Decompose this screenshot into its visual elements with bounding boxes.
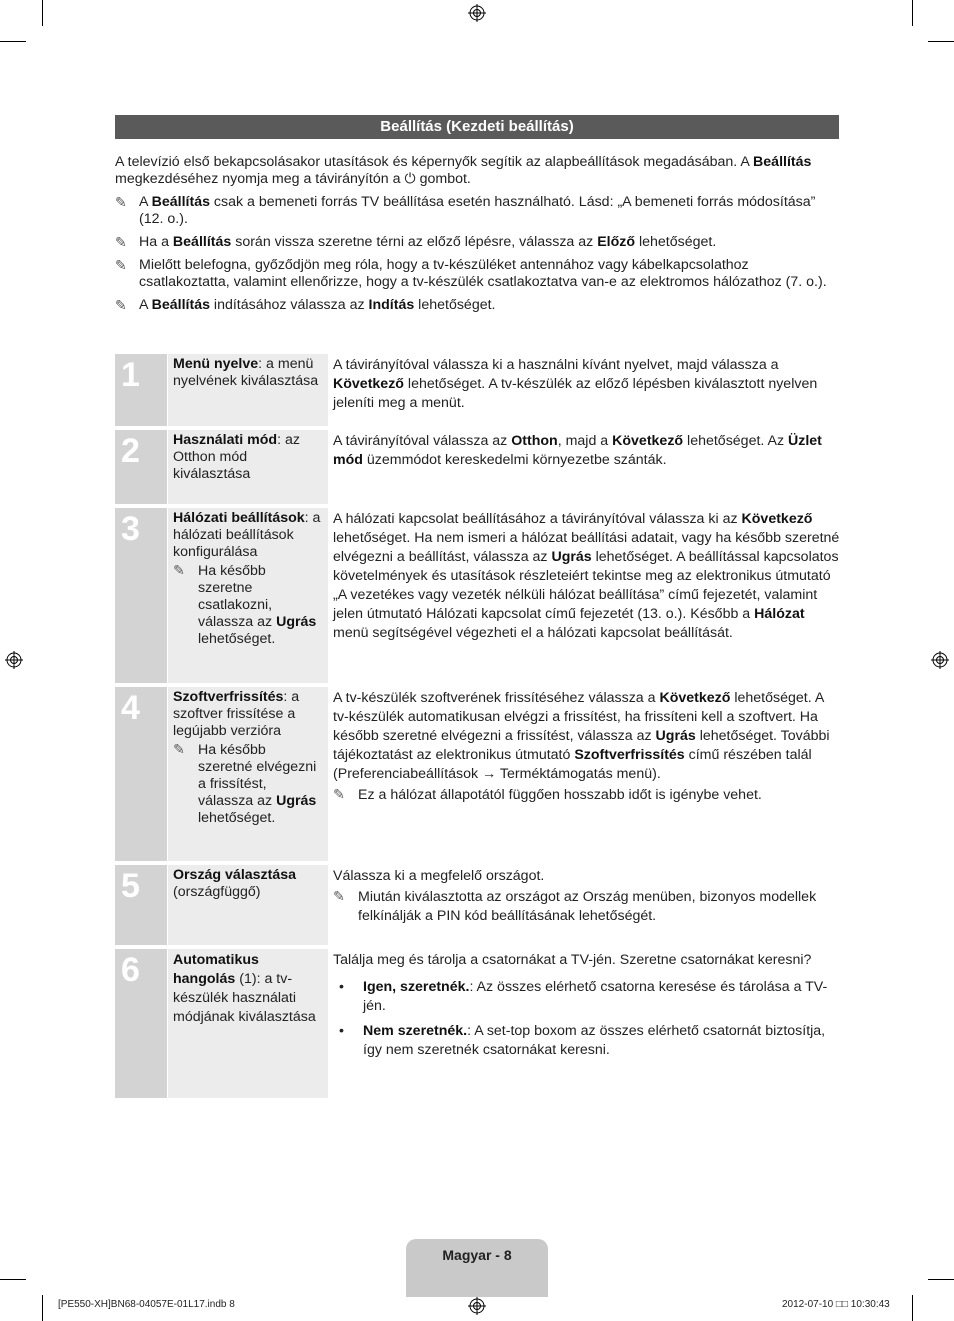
crop-mark [42, 1295, 43, 1321]
note: ✎ A Beállítás csak a bemeneti forrás TV beállítása esetén használható. Lásd: „A bemeneti forrás módosítása” (12. o.). [115, 194, 816, 227]
step-description: A távirányítóval válassza ki a használni kívánt nyelvet, majd válassza a Következő lehetőséget. A tv-készülék az előző lépésben kiválasztott nyelven jeleníti meg a menüt. [333, 357, 818, 411]
step-title: Hálózati beállítások: a hálózati beállítások konfigurálása ✎ Ha később szeretne csatlakozni, válassza az Ugrás lehetőséget. [168, 508, 328, 683]
step-title: Használati mód: az Otthon mód kiválasztása [168, 430, 328, 504]
setup-steps-table [115, 354, 840, 1102]
note: ✎ Ha később szeretné elvégezni a frissítést, válassza az Ugrás lehetőséget. [173, 742, 317, 826]
section-title: Beállítás (Kezdeti beállítás) [115, 115, 839, 139]
intro-paragraph: A televízió első bekapcsolásakor utasítások és képernyők segítik az alapbeállítások megadásában. A Beállítás megkezdéséhez nyomja meg a távirányítón a ⏻ gombot. [115, 154, 812, 187]
note-icon: ✎ [173, 563, 185, 579]
crop-mark [928, 41, 954, 42]
registration-mark-icon [468, 1297, 486, 1315]
step-description: Válassza ki a megfelelő országot. ✎ Miután kiválasztotta az országot az Ország menüben, bizonyos modellek felkínálják a PIN kód beállításának lehetőségét. [328, 865, 840, 945]
step-row [115, 865, 840, 945]
step-row [115, 508, 840, 683]
note-icon: ✎ [115, 257, 127, 273]
step-title: Szoftverfrissítés: a szoftver frissítése a legújabb verzióra ✎ Ha később szeretné elvégezni a frissítést, válassza az Ugrás lehetőséget. [168, 687, 328, 861]
step-row [115, 430, 840, 504]
print-timestamp: 2012-07-10 □□ 10:30:43 [782, 1299, 890, 1310]
step-row [115, 687, 840, 861]
step-title: Menü nyelve: a menü nyelvének kiválasztása [168, 354, 328, 426]
note-icon: ✎ [333, 787, 345, 803]
step-description: A hálózati kapcsolat beállításához a távirányítóval válassza ki az Következő lehetőséget. Ha nem ismeri a hálózat beállítási adatait, vagy ha később szeretné elvégezni a beállítást, válassza az Ugrás lehetőséget. A beállítással kapcsolatos követelmények és utasítások részleteiért tekintse meg az elektronikus útmutató „A vezetékes vagy vezeték nélküli hálózat beállítása” című fejezetét, valamint jelen útmutató Hálózati kapcsolat című fejezetét (13. o.). Később a Hálózat menü segítségével végezheti el a hálózati kapcsolat beállítását. [333, 511, 840, 641]
crop-mark [912, 0, 913, 26]
step-description: A távirányítóval válassza az Otthon, majd a Következő lehetőséget. Az Üzlet mód üzemmódot kereskedelmi környezetbe szánták. [333, 433, 822, 468]
crop-mark [0, 41, 26, 42]
note: ✎ Mielőtt belefogna, győződjön meg róla, hogy a tv-készüléket antennához vagy kábelkapcsolathoz csatlakoztatta, valamint ellenőrizze, hogy a tv-készülék csatlakoztatva van-e az elektromos hálózathoz (7. o.). [115, 257, 827, 290]
crop-mark [912, 1295, 913, 1321]
crop-mark [928, 1279, 954, 1280]
bullet-icon: • [339, 1023, 344, 1039]
note-icon: ✎ [173, 742, 185, 758]
step-description: A tv-készülék szoftverének frissítéséhez válassza a Következő lehetőséget. A tv-készülék automatikusan elvégzi a frissítést, ha frissíteni kell a szoftvert. Ha később szeretné elvégezni a frissítést, válassza az Ugrás lehetőséget. További tájékoztatást az elektronikus útmutató Szoftverfrissítés című részében talál (Preferenciabeállítások → Terméktámogatás menü). ✎ Ez a hálózat állapotától függően hosszabb időt is igénybe vehet. [328, 687, 840, 861]
step-description: Találja meg és tárolja a csatornákat a TV-jén. Szeretne csatornákat keresni? • Igen, szeretnék.: Az összes elérhető csatorna keresése és tárolása a TV-jén. • Nem szeretnék.: A set-top boxom az összes elérhető csatornát biztosítja, így nem szeretnék csatornákat keresni. [328, 949, 840, 1098]
note-icon: ✎ [115, 234, 127, 250]
note-icon: ✎ [115, 297, 127, 313]
note: ✎ Ez a hálózat állapotától függően hosszabb időt is igénybe vehet. [333, 787, 762, 803]
power-icon: ⏻ [404, 171, 416, 187]
note: ✎ Ha a Beállítás során vissza szeretne térni az előző lépésre, válassza az Előző lehetőséget. [115, 234, 717, 250]
registration-mark-icon [931, 651, 949, 669]
note-icon: ✎ [115, 194, 127, 210]
page-number: Magyar - 8 [406, 1239, 548, 1297]
step-number: 6 [115, 949, 167, 1098]
step-title: Ország választása (országfüggő) [168, 865, 328, 945]
list-item: • Nem szeretnék.: A set-top boxom az összes elérhető csatornát biztosítja, így nem szeretnék csatornákat keresni. [333, 1022, 840, 1060]
note: ✎ Ha később szeretne csatlakozni, válassza az Ugrás lehetőséget. [173, 563, 317, 647]
step-number: 1 [115, 354, 167, 426]
registration-mark-icon [468, 4, 486, 22]
crop-mark [42, 0, 43, 26]
crop-mark [0, 1279, 26, 1280]
note: ✎ A Beállítás indításához válassza az Indítás lehetőséget. [115, 297, 496, 313]
intro-section [115, 154, 840, 314]
list-item: • Igen, szeretnék.: Az összes elérhető csatorna keresése és tárolása a TV-jén. [333, 978, 840, 1016]
step-number: 3 [115, 508, 167, 683]
step-title: Automatikus hangolás (1): a tv-készülék használati módjának kiválasztása [168, 949, 328, 1098]
step-row [115, 949, 840, 1098]
bullet-icon: • [339, 979, 344, 995]
step-row [115, 354, 840, 426]
note-icon: ✎ [333, 889, 345, 905]
note: ✎ Miután kiválasztotta az országot az Ország menüben, bizonyos modellek felkínálják a PIN kód beállításának lehetőségét. [333, 889, 817, 924]
step-number: 4 [115, 687, 167, 861]
step-number: 2 [115, 430, 167, 504]
step-number: 5 [115, 865, 167, 945]
registration-mark-icon [5, 651, 23, 669]
option-list [333, 978, 840, 1060]
print-imprint: [PE550-XH]BN68-04057E-01L17.indb 8 [58, 1299, 235, 1310]
